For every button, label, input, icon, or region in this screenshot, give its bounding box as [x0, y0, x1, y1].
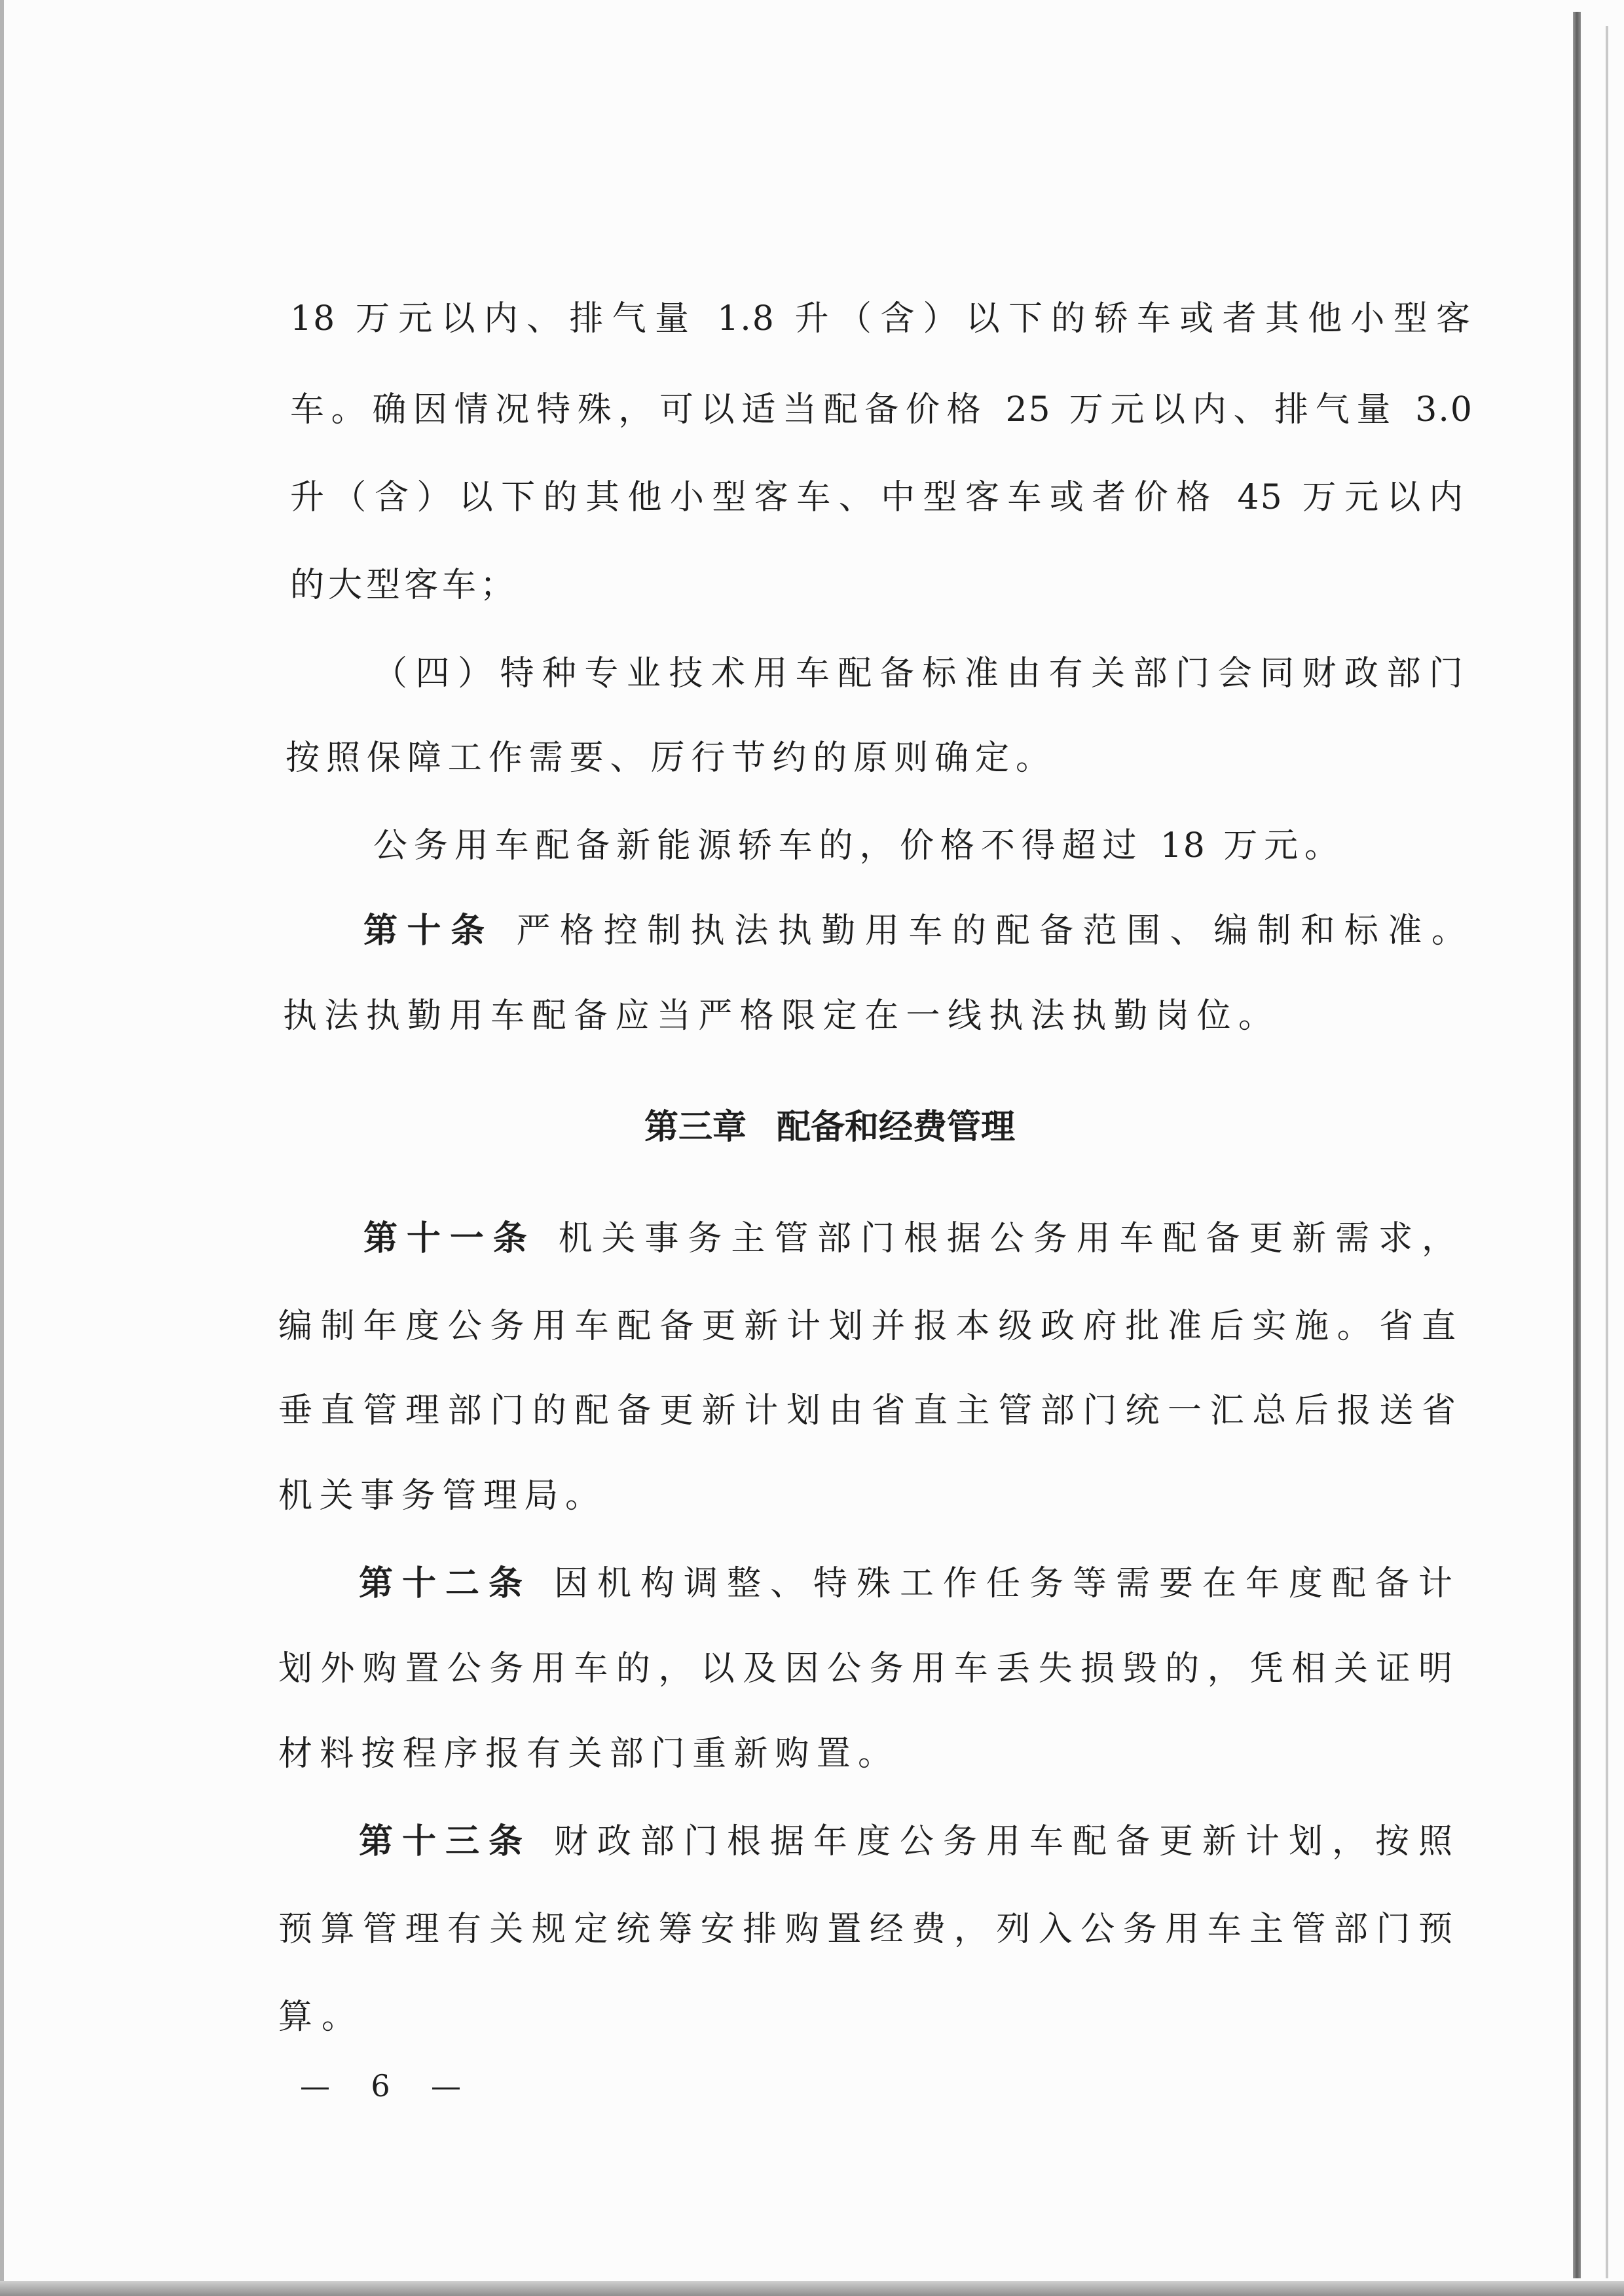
item-four-line: （四）特种专业技术用车配备标准由有关部门会同财政部门: [373, 654, 1464, 693]
scan-edge-right-faint: [1606, 26, 1608, 2278]
body-line: 升（含）以下的其他小型客车、中型客车或者价格 45 万元以内: [290, 478, 1464, 517]
page-number: — 6 —: [300, 2068, 461, 2104]
article-text: 机关事务主管部门根据公务用车配备更新需求，: [558, 1219, 1457, 1258]
article-label: 第十三条: [359, 1822, 532, 1861]
article-text: 因机构调整、特殊工作任务等需要在年度配备计: [554, 1564, 1454, 1603]
body-line: 垂直管理部门的配备更新计划由省直主管部门统一汇总后报送省: [278, 1391, 1457, 1430]
chapter-title: 配备和经费管理: [777, 1108, 1016, 1147]
body-line: 18 万元以内、排气量 1.8 升（含）以下的轿车或者其他小型客: [290, 299, 1471, 338]
article-label: 第十条: [363, 911, 494, 951]
body-line: 编制年度公务用车配备更新计划并报本级政府批准后实施。省直: [278, 1307, 1457, 1346]
article-10-line: [363, 911, 1467, 951]
article-text: 财政部门根据年度公务用车配备更新计划，按照: [554, 1822, 1454, 1861]
article-11-line: [363, 1219, 1457, 1258]
scan-edge-bottom: [0, 2281, 1624, 2296]
article-label: 第十二条: [359, 1564, 532, 1603]
article-13-line: [359, 1822, 1454, 1861]
body-line: 材料按程序报有关部门重新购置。: [278, 1734, 893, 1774]
new-energy-note: 公务用车配备新能源轿车的，价格不得超过 18 万元。: [373, 826, 1340, 866]
body-line: 机关事务管理局。: [278, 1476, 600, 1516]
article-label: 第十一条: [363, 1219, 536, 1258]
chapter-heading: [644, 1108, 1015, 1147]
body-line: 执法执勤用车配备应当严格限定在一线执法执勤岗位。: [283, 996, 1274, 1036]
chapter-number: 第三章: [644, 1108, 747, 1147]
scan-edge-right: [1573, 12, 1581, 2278]
body-line: 划外购置公务用车的，以及因公务用车丢失损毁的，凭相关证明: [278, 1649, 1454, 1688]
body-line: 按照保障工作需要、厉行节约的原则确定。: [286, 738, 1051, 778]
body-line: 的大型客车；: [290, 566, 515, 605]
body-line: 预算管理有关规定统筹安排购置经费，列入公务用车主管部门预: [278, 1910, 1454, 1949]
scan-edge-left: [0, 0, 4, 2296]
body-line: 算。: [278, 1997, 357, 2037]
body-line: 车。确因情况特殊，可以适当配备价格 25 万元以内、排气量 3.0: [290, 390, 1473, 429]
article-12-line: [359, 1564, 1454, 1603]
article-text: 严格控制执法执勤用车的配备范围、编制和标准。: [516, 911, 1467, 951]
